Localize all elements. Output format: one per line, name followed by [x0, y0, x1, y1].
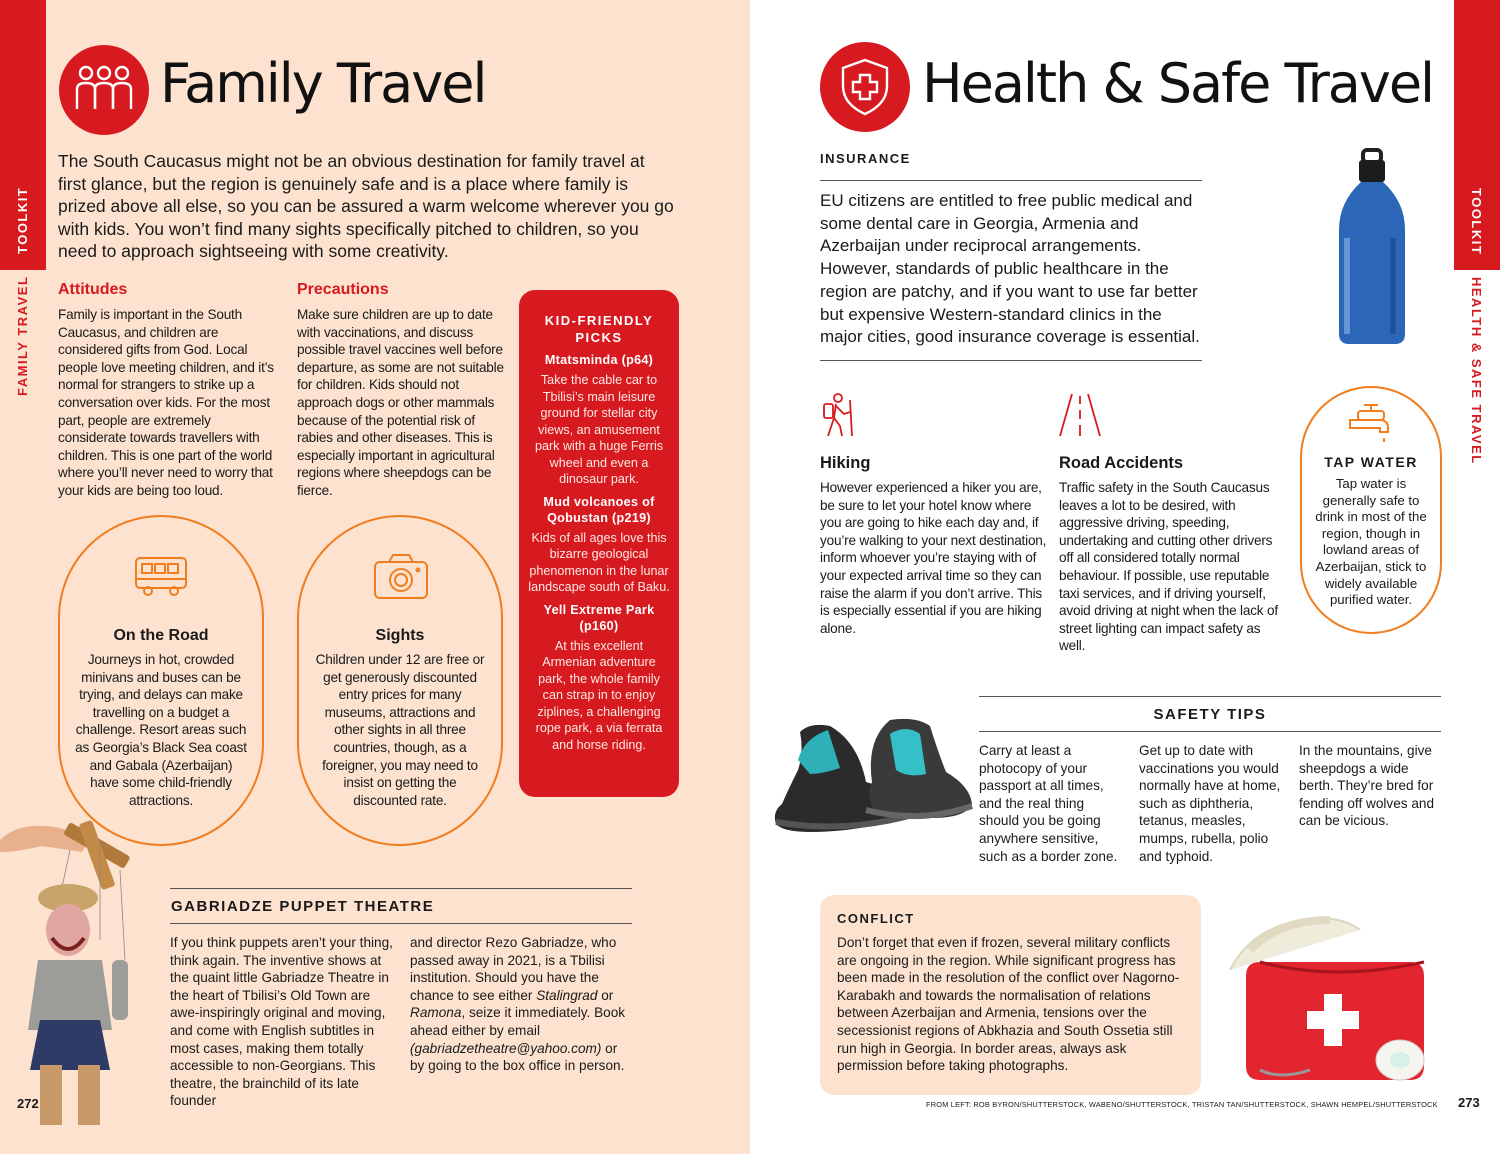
puppet-col-2: [410, 934, 632, 1075]
conflict-heading: CONFLICT: [837, 911, 915, 926]
tab-section-label: FAMILY TRAVEL: [15, 275, 30, 396]
sights-heading: Sights: [375, 627, 425, 644]
camera-icon: [371, 552, 431, 602]
precautions-heading: Precautions: [297, 281, 389, 298]
right-page: [750, 0, 1500, 1154]
road-accidents-text: Traffic safety in the South Caucasus leaves a lot to be desired, with aggressive driving, speeding, undertaking and cutting other drivers off all considered totally normal behaviour. If possible, use reputable taxi services, and if driving yourself, avoid driving at night when the lack of street lighting can impact safety as well.: [1059, 480, 1278, 654]
pick-name: Mtatsminda (p64): [544, 353, 654, 367]
tap-water-heading: TAP WATER: [1324, 454, 1418, 470]
on-the-road-pill: [58, 515, 264, 846]
intro-paragraph: The South Caucasus might not be an obvious destination for family travel at first glance, but the region is genuinely safe and is a place where family is prized above all else, so you can be assured a warm welcome wherever you go with kids. You won’t find many sights specifically pitched to children, so you need to approach sightseeing with some creativity.: [58, 151, 674, 261]
attitudes-text: Family is important in the South Caucasus, and children are considered gifts from God. Local people love meeting children, and it’s normal for strangers to strike up a conversation over kids. For the most part, people are extremely considerate towards travellers with children. This is one part of the world where you’ll never need to worry that your kids are being too loud.: [58, 307, 274, 498]
hiker-icon: [818, 392, 858, 438]
insurance-heading: INSURANCE: [820, 151, 911, 166]
tab-section-label: HEALTH & SAFE TRAVEL: [1469, 277, 1484, 465]
tap-icon: [1346, 402, 1396, 446]
puppet-text: or by going to the box office in person.: [410, 1040, 625, 1074]
attitudes-heading: Attitudes: [58, 281, 128, 298]
road-icon: [1058, 392, 1102, 438]
insurance-text: EU citizens are entitled to free public medical and some dental care in Georgia, Armenia and Azerbaijan under reciprocal arrangements. However, standards of public healthcare in the region are patchy, and if you want to use far better but expensive Western-standard clinics in the major cities, good insurance coverage is essential.: [820, 191, 1200, 347]
tap-water-text: Tap water is generally safe to drink in most of the region, though in lowland areas of Azerbaijan, stick to widely available purified water.: [1315, 476, 1427, 608]
hiking-heading: Hiking: [820, 454, 871, 472]
puppet-text: , seize it immediately. Book ahead either by email: [410, 1005, 626, 1038]
marionette-image: [0, 810, 170, 1140]
safety-tip: Carry at least a photocopy of your passport at all times, and the real thing should you be going anywhere sensitive, such as a border zone.: [979, 743, 1118, 864]
pick-name: Yell Extreme Park (p160): [543, 602, 655, 633]
pick-text: Take the cable car to Tbilisi’s main leisure ground for stellar city views, an amusement park with a huge Ferris wheel and even a dinosaur park.: [534, 373, 664, 486]
kid-friendly-title: KID-FRIENDLY PICKS: [544, 313, 654, 345]
show-title: Ramona: [410, 1005, 462, 1021]
conflict-box: [820, 895, 1201, 1095]
first-aid-icon: [820, 42, 910, 132]
puppet-rule-bottom: [170, 923, 632, 924]
water-bottle-image: [1327, 148, 1417, 348]
tab-toolkit-label: TOOLKIT: [15, 186, 30, 254]
page-number: 272: [17, 1096, 39, 1111]
on-the-road-text: Journeys in hot, crowded minivans and buses can be trying, and delays can make travelling on a budget a challenge. Resort areas such as Georgia’s Black Sea coast and Gabala (Azerbaijan) have some child-friendly attractions.: [75, 652, 247, 808]
conflict-text: Don’t forget that even if frozen, several military conflicts are ongoing in the region. While significant progress has been made in the resolution of the conflict over Nagorno-Karabakh and towards the normalisation of relations between Azerbaijan and Armenia, tensions over the secessionist regions of Abkhazia and South Ossetia still run high in Georgia. In border areas, always ask permission before taking photographs.: [837, 935, 1180, 1074]
pick-text: Kids of all ages love this bizarre geological phenomenon in the lunar landscape south of Baku.: [528, 530, 670, 594]
page-title: Family Travel: [160, 52, 486, 115]
tap-water-pill: [1300, 386, 1442, 634]
insurance-rule-top: [820, 180, 1202, 181]
safety-rule-top: [979, 696, 1441, 697]
show-title: Stalingrad: [536, 987, 598, 1003]
contact-email: (gabriadzetheatre@yahoo.com): [410, 1040, 602, 1056]
hiking-text: However experienced a hiker you are, be sure to let your hotel know where you are going to hike each day and, if you’re walking to your next destination, inform whoever you’re staying with of your expected arrival time so they can raise the alarm if you don’t arrive. This is especially essential if you are hiking alone.: [820, 480, 1047, 636]
family-title-badge: [59, 45, 149, 135]
first-aid-kit-image: [1220, 900, 1450, 1100]
safety-rule-bottom: [979, 731, 1441, 732]
puppet-col-1: If you think puppets aren’t your thing, think again. The inventive shows at the quaint little Gabriadze Theatre in the heart of Tbilisi’s Old Town are awe-inspiringly original and moving, and come with English subtitles in most cases, making them totally accessible to non-Georgians. This theatre, the brainchild of its late founder: [170, 935, 393, 1109]
precautions-text: Make sure children are up to date with vaccinations, and discuss possible travel vaccines well before departure, as some are not suitable for children. Kids should not approach dogs or other mammals because of the potential risk of rabies and other diseases. This is especially important in agricultural regions where sheepdogs can be fierce.: [297, 307, 504, 498]
insurance-rule-bottom: [820, 360, 1202, 361]
family-icon: [59, 45, 149, 135]
puppet-text: and director Rezo Gabriadze, who passed away in 2021, is a Tbilisi institution. Should you have the chance to see either: [410, 935, 617, 1003]
safety-tip: In the mountains, give sheepdogs a wide berth. They’re bred for fending off wolves and can be vicious.: [1299, 743, 1435, 829]
page-title: Health & Safe Travel: [922, 52, 1434, 115]
pick-text: At this excellent Armenian adventure park, the whole family can strap in to enjoy ziplines, a challenging rope park, a via ferrata and horse riding.: [535, 638, 663, 752]
puppet-text: or: [597, 987, 614, 1003]
hiking-boots-image: [762, 712, 977, 842]
page-number: 273: [1458, 1095, 1480, 1110]
bus-icon: [132, 552, 192, 600]
on-the-road-heading: On the Road: [113, 627, 209, 644]
photo-credits: FROM LEFT: ROB BYRON/SHUTTERSTOCK, WABENO/SHUTTERSTOCK, TRISTAN TAN/SHUTTERSTOCK, SHAWN HEMPEL/SHUTTERSTOCK: [926, 1100, 1438, 1109]
safety-tips-heading: SAFETY TIPS: [1153, 706, 1267, 723]
pick-name: Mud volcanoes of Qobustan (p219): [543, 494, 655, 525]
road-accidents-heading: Road Accidents: [1059, 454, 1184, 472]
safety-tip: Get up to date with vaccinations you would normally have at home, such as diphtheria, tetanus, measles, mumps, rubella, polio and typhoid.: [1139, 743, 1281, 864]
sights-text: Children under 12 are free or get generously discounted entry prices for many museums, attractions and other sights in all three countries, though, as a foreigner, you may need to insist on getting the discounted rate.: [315, 652, 485, 808]
kid-friendly-picks-box: [519, 290, 679, 797]
puppet-heading: GABRIADZE PUPPET THEATRE: [171, 898, 435, 915]
sights-pill: [297, 515, 503, 846]
health-title-badge: [820, 42, 910, 132]
tab-toolkit-label: TOOLKIT: [1469, 188, 1484, 256]
puppet-rule-top: [170, 888, 632, 889]
